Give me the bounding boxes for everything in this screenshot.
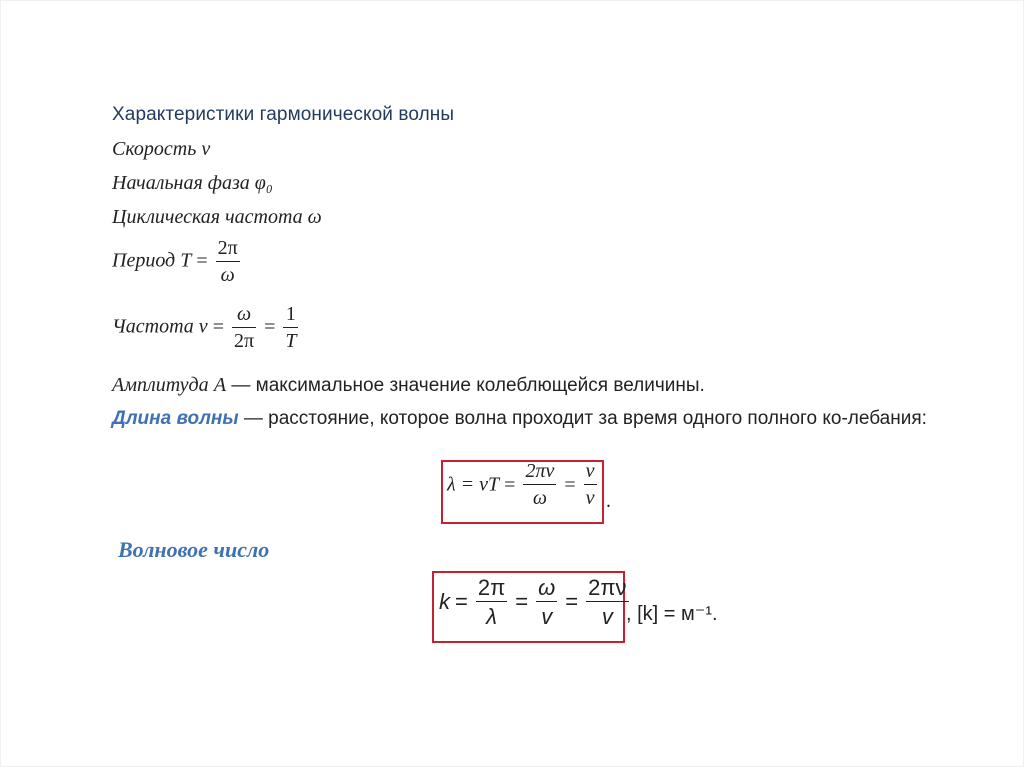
amplitude-symbol: A	[213, 374, 227, 396]
period-label: Период	[112, 249, 176, 272]
equals-sign: =	[504, 473, 516, 496]
equals-sign: =	[264, 315, 276, 338]
fraction-denominator: T	[285, 330, 297, 352]
fraction-denominator: 2π	[233, 330, 255, 352]
frequency-label: Частота	[112, 315, 194, 338]
wavelength-paragraph	[112, 404, 932, 434]
formula-lhs: k	[439, 589, 450, 615]
formula-fraction-2	[584, 461, 597, 509]
frequency-lhs: ν	[198, 315, 208, 338]
formula-fraction-1	[523, 461, 556, 509]
fraction-numerator: 2πv	[523, 461, 556, 485]
equals-sign: =	[455, 589, 468, 615]
fraction-denominator: ω	[220, 264, 235, 286]
fraction-denominator: v	[601, 604, 613, 630]
amplitude-line	[112, 374, 705, 397]
equals-sign: =	[564, 473, 576, 496]
frequency-fraction-1	[232, 304, 256, 352]
equals-sign: =	[565, 589, 579, 615]
formula-fraction-3	[586, 576, 628, 628]
wave-number-unit: , [k] = м⁻¹.	[626, 603, 718, 625]
fraction-numerator: 2π	[476, 576, 507, 602]
speed-symbol: v	[201, 138, 211, 160]
wavelength-label: Длина волны	[112, 408, 239, 429]
speed-label: Скорость	[112, 138, 197, 160]
cyclic-symbol: ω	[307, 206, 322, 228]
fraction-numerator: v	[584, 461, 597, 485]
cyclic-frequency-line	[112, 206, 322, 229]
fraction-denominator: v	[541, 604, 553, 630]
cyclic-label: Циклическая частота	[112, 206, 303, 228]
equals-sign: =	[212, 315, 224, 338]
wavelength-text: — расстояние, которое волна проходит за время одного полного ко-лебания:	[238, 408, 927, 429]
period-lhs: T	[180, 249, 192, 272]
fraction-numerator: 2πν	[586, 576, 628, 602]
fraction-numerator: 1	[283, 304, 298, 328]
fraction-denominator: ν	[585, 487, 595, 509]
formula-fraction-1	[476, 576, 507, 628]
formula-lhs: λ = vT	[447, 473, 500, 496]
amplitude-text: — максимальное значение колеблющейся величины.	[226, 375, 705, 396]
period-fraction	[216, 238, 240, 286]
speed-line	[112, 138, 210, 161]
page-title: Характеристики гармонической волны	[112, 104, 455, 125]
wave-number-title: Волновое число	[118, 537, 270, 562]
fraction-denominator: λ	[486, 604, 497, 630]
formula-fraction-2	[536, 576, 557, 628]
phase-label: Начальная фаза	[112, 172, 250, 194]
fraction-numerator: ω	[232, 304, 256, 328]
phase-symbol: φ₀	[254, 172, 273, 194]
frequency-line	[112, 304, 301, 352]
fraction-numerator: ω	[536, 576, 557, 602]
period-line	[112, 238, 243, 286]
formula-period: .	[606, 490, 611, 512]
frequency-fraction-2	[283, 304, 298, 352]
fraction-numerator: 2π	[216, 238, 240, 262]
amplitude-label: Амплитуда	[112, 374, 209, 396]
phase-line	[112, 172, 273, 195]
equals-sign: =	[196, 249, 208, 272]
equals-sign: =	[515, 589, 529, 615]
wavelength-formula	[447, 461, 600, 509]
fraction-denominator: ω	[532, 487, 547, 509]
wave-number-formula	[439, 576, 632, 628]
